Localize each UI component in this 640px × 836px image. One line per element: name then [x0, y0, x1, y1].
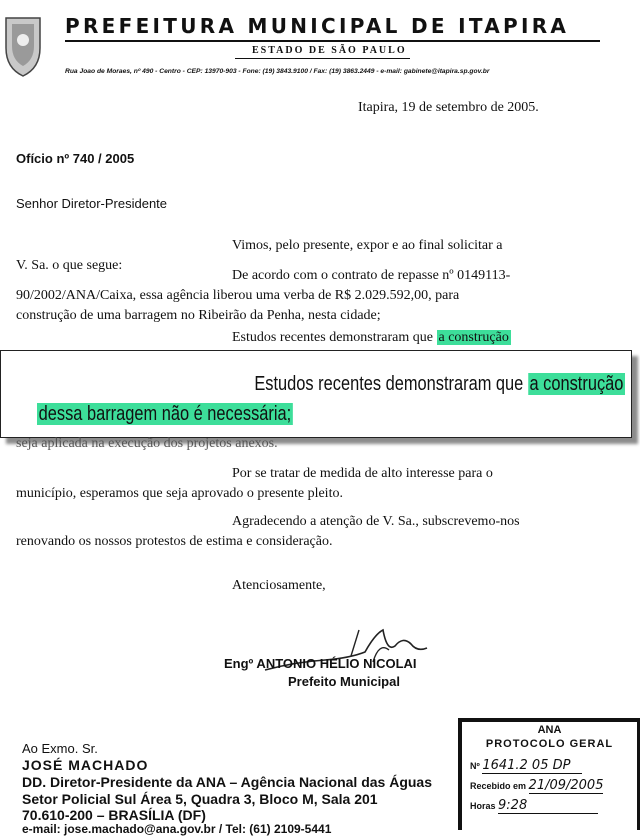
paragraph-5-line-1: Agradecendo a atenção de V. Sa., subscrevemo-nos	[232, 514, 520, 529]
zoom-line-1	[254, 373, 625, 396]
paragraph-4-line-1: Por se tratar de medida de alto interesse para o	[232, 466, 493, 481]
reference-number: Ofício nº 740 / 2005	[16, 151, 135, 166]
paragraph-3-highlight: a construção	[438, 330, 509, 345]
addressee-street: Setor Policial Sul Área 5, Quadra 3, Bloco M, Sala 201	[22, 791, 378, 807]
stamp-hours-label: Horas	[470, 801, 496, 811]
stamp-received-label: Recebido em	[470, 781, 527, 791]
paragraph-2-line-3: construção de uma barragem no Ribeirão da Penha, nesta cidade;	[16, 308, 381, 323]
addressee-name: JOSÉ MACHADO	[22, 757, 149, 773]
zoom-line-2-highlight: dessa barragem não é necessária;	[38, 403, 292, 425]
municipal-crest-icon	[0, 10, 46, 78]
stamp-hours-value: 9:28	[498, 798, 598, 814]
paragraph-1-line-1: Vimos, pelo presente, expor e ao final solicitar a	[232, 238, 503, 253]
closing: Atenciosamente,	[232, 578, 326, 593]
letterhead-rule-small	[235, 58, 410, 59]
stamp-number-label: Nº	[470, 761, 480, 771]
zoom-line-2	[37, 403, 293, 426]
stamp-org: ANA	[537, 724, 562, 736]
letterhead-title: PREFEITURA MUNICIPAL DE ITAPIRA	[65, 14, 570, 38]
date-line: Itapira, 19 de setembro de 2005.	[358, 100, 539, 115]
stamp-row-hours	[470, 798, 598, 814]
stamp-title: PROTOCOLO GERAL	[485, 738, 614, 750]
stamp-row-received	[470, 778, 603, 794]
letterhead-state: ESTADO DE SÃO PAULO	[252, 45, 407, 56]
addressee-greeting: Ao Exmo. Sr.	[22, 741, 98, 756]
paragraph-2-line-2: 90/2002/ANA/Caixa, essa agência liberou uma verba de R$ 2.029.592,00, para	[16, 288, 460, 303]
paragraph-1-line-2: V. Sa. o que segue:	[16, 258, 123, 273]
protocol-stamp	[458, 718, 640, 830]
letterhead-address: Rua Joao de Moraes, nº 490 - Centro - CEP: 13970-903 - Fone: (19) 3843.9100 / Fax: (19) 3863.2449 - e-mail: gabinete@itapira.sp.gov.br	[65, 68, 490, 75]
salutation: Senhor Diretor-Presidente	[16, 196, 168, 211]
signer-title: Prefeito Municipal	[288, 674, 400, 689]
zoom-line-1-highlight: a construção	[529, 373, 624, 395]
stamp-received-value: 21/09/2005	[528, 778, 604, 793]
stamp-number-value: 1641.2 05 DP	[482, 758, 582, 774]
paragraph-3-line-1	[232, 330, 511, 346]
paragraph-2-line-1: De acordo com o contrato de repasse nº 0149113-	[232, 268, 511, 283]
stamp-row-number	[470, 758, 582, 774]
paragraph-4-line-2: município, esperamos que seja aprovado o presente pleito.	[16, 486, 343, 501]
addressee-city: 70.610-200 – BRASÍLIA (DF)	[22, 807, 206, 823]
zoom-line-1-text: Estudos recentes demonstraram que	[254, 373, 524, 395]
letterhead-rule	[65, 40, 600, 42]
addressee-contact: e-mail: jose.machado@ana.gov.br / Tel: (61) 2109-5441	[22, 822, 332, 836]
paragraph-3-text: Estudos recentes demonstraram que	[232, 330, 433, 345]
paragraph-3-cut-line: seja aplicada na execução dos projetos anexos.	[16, 436, 278, 451]
addressee-role: DD. Diretor-Presidente da ANA – Agência Nacional das Águas	[22, 774, 432, 790]
zoom-callout	[0, 350, 632, 438]
handwritten-signature-icon	[255, 622, 455, 682]
paragraph-5-line-2: renovando os nossos protestos de estima e consideração.	[16, 534, 333, 549]
signer-name: Engº ANTONIO HÉLIO NICOLAI	[224, 656, 417, 671]
